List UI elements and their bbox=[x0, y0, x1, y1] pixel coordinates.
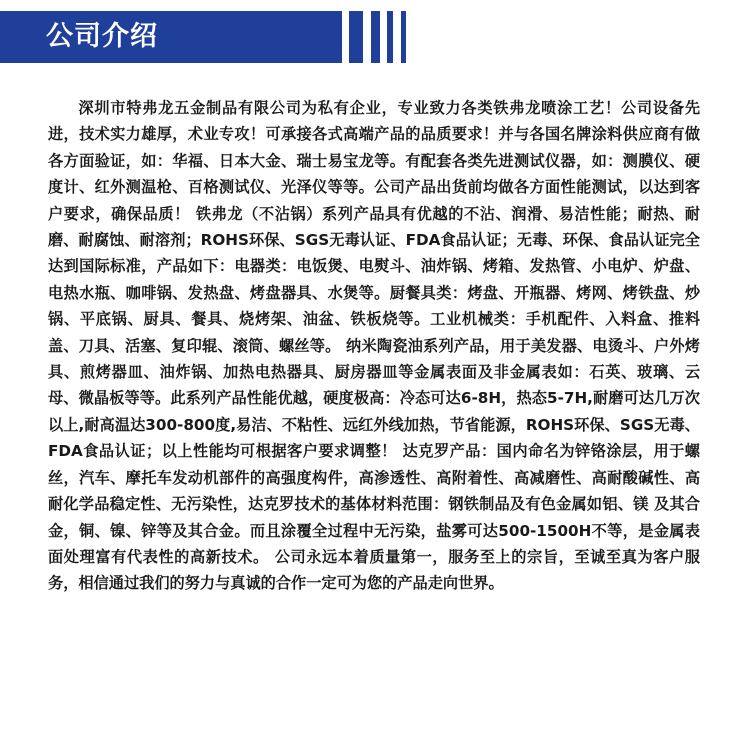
section-title: 公司介绍 bbox=[46, 21, 158, 52]
decorative-stripe bbox=[401, 11, 406, 63]
decorative-stripe bbox=[371, 11, 380, 63]
company-intro-paragraph: 深圳市特弗龙五金制品有限公司为私有企业，专业致力各类铁弗龙喷涂工艺！公司设备先进，技术实力雄厚，术业专攻！可承接各式高端产品的品质要求！并与各国名牌涂料供应商有做各方面验证，如：华福、日本大金、瑞士易宝龙等。有配套各类先进测试仪器，如：测膜仪、硬度计、红外测温枪、百格测试仪、光泽仪等等。公司产品出货前均做各方面性能测试，以达到客户要求，确保品质！ 铁弗龙（不沾锅）系列产品具有优越的不沾、润滑、易洁性能；耐热、耐磨、耐腐蚀、耐溶剂；ROHS环保、SGS无毒认证、FDA食品认证；无毒、环保、食品认证完全达到国际标准，产品如下：电器类：电饭煲、电熨斗、油炸锅、烤箱、发热管、小电炉、炉盘、电热水瓶、咖啡锅、发热盘、烤盘器具、水煲等。厨餐具类：烤盘、开瓶器、烤网、烤铁盘、炒锅、平底锅、厨具、餐具、烧烤架、油盆、铁板烧等。工业机械类：手机配件、入料盒、推料盖、刀具、活塞、复印辊、滚筒、螺丝等。 纳米陶瓷油系列产品，用于美发器、电烫斗、户外烤具、煎烤器皿、油炸锅、加热电热器具、厨房器皿等金属表面及非金属表如：石英、玻璃、云母、微晶板等等。此系列产品性能优越，硬度极高：冷态可达6-8H，热态5-7H,耐磨可达几万次以上,耐高温达300-800度,易洁、不粘性、远红外线加热，节省能源，ROHS环保、SGS无毒、FDA食品认证；以上性能均可根据客户要求调整！ 达克罗产品：国内命名为锌铬涂层，用于螺丝，汽车、摩托车发动机部件的高强度构件，高渗透性、高附着性、高减磨性、高耐酸碱性、高耐化学品稳定性、无污染性，达克罗技术的基体材料范围：钢铁制品及有色金属如铝、镁 及其合金，铜、镍、锌等及其合金。而且涂覆全过程中无污染，盐雾可达500-1500H不等，是金属表面处理富有代表性的高新技术。 公司永远本着质量第一，服务至上的宗旨，至诚至真为客户服务，相信通过我们的努力与真诚的合作一定可为您的产品走向世界。 bbox=[48, 99, 700, 593]
decorative-stripe bbox=[387, 11, 393, 63]
decorative-stripe bbox=[349, 11, 363, 63]
